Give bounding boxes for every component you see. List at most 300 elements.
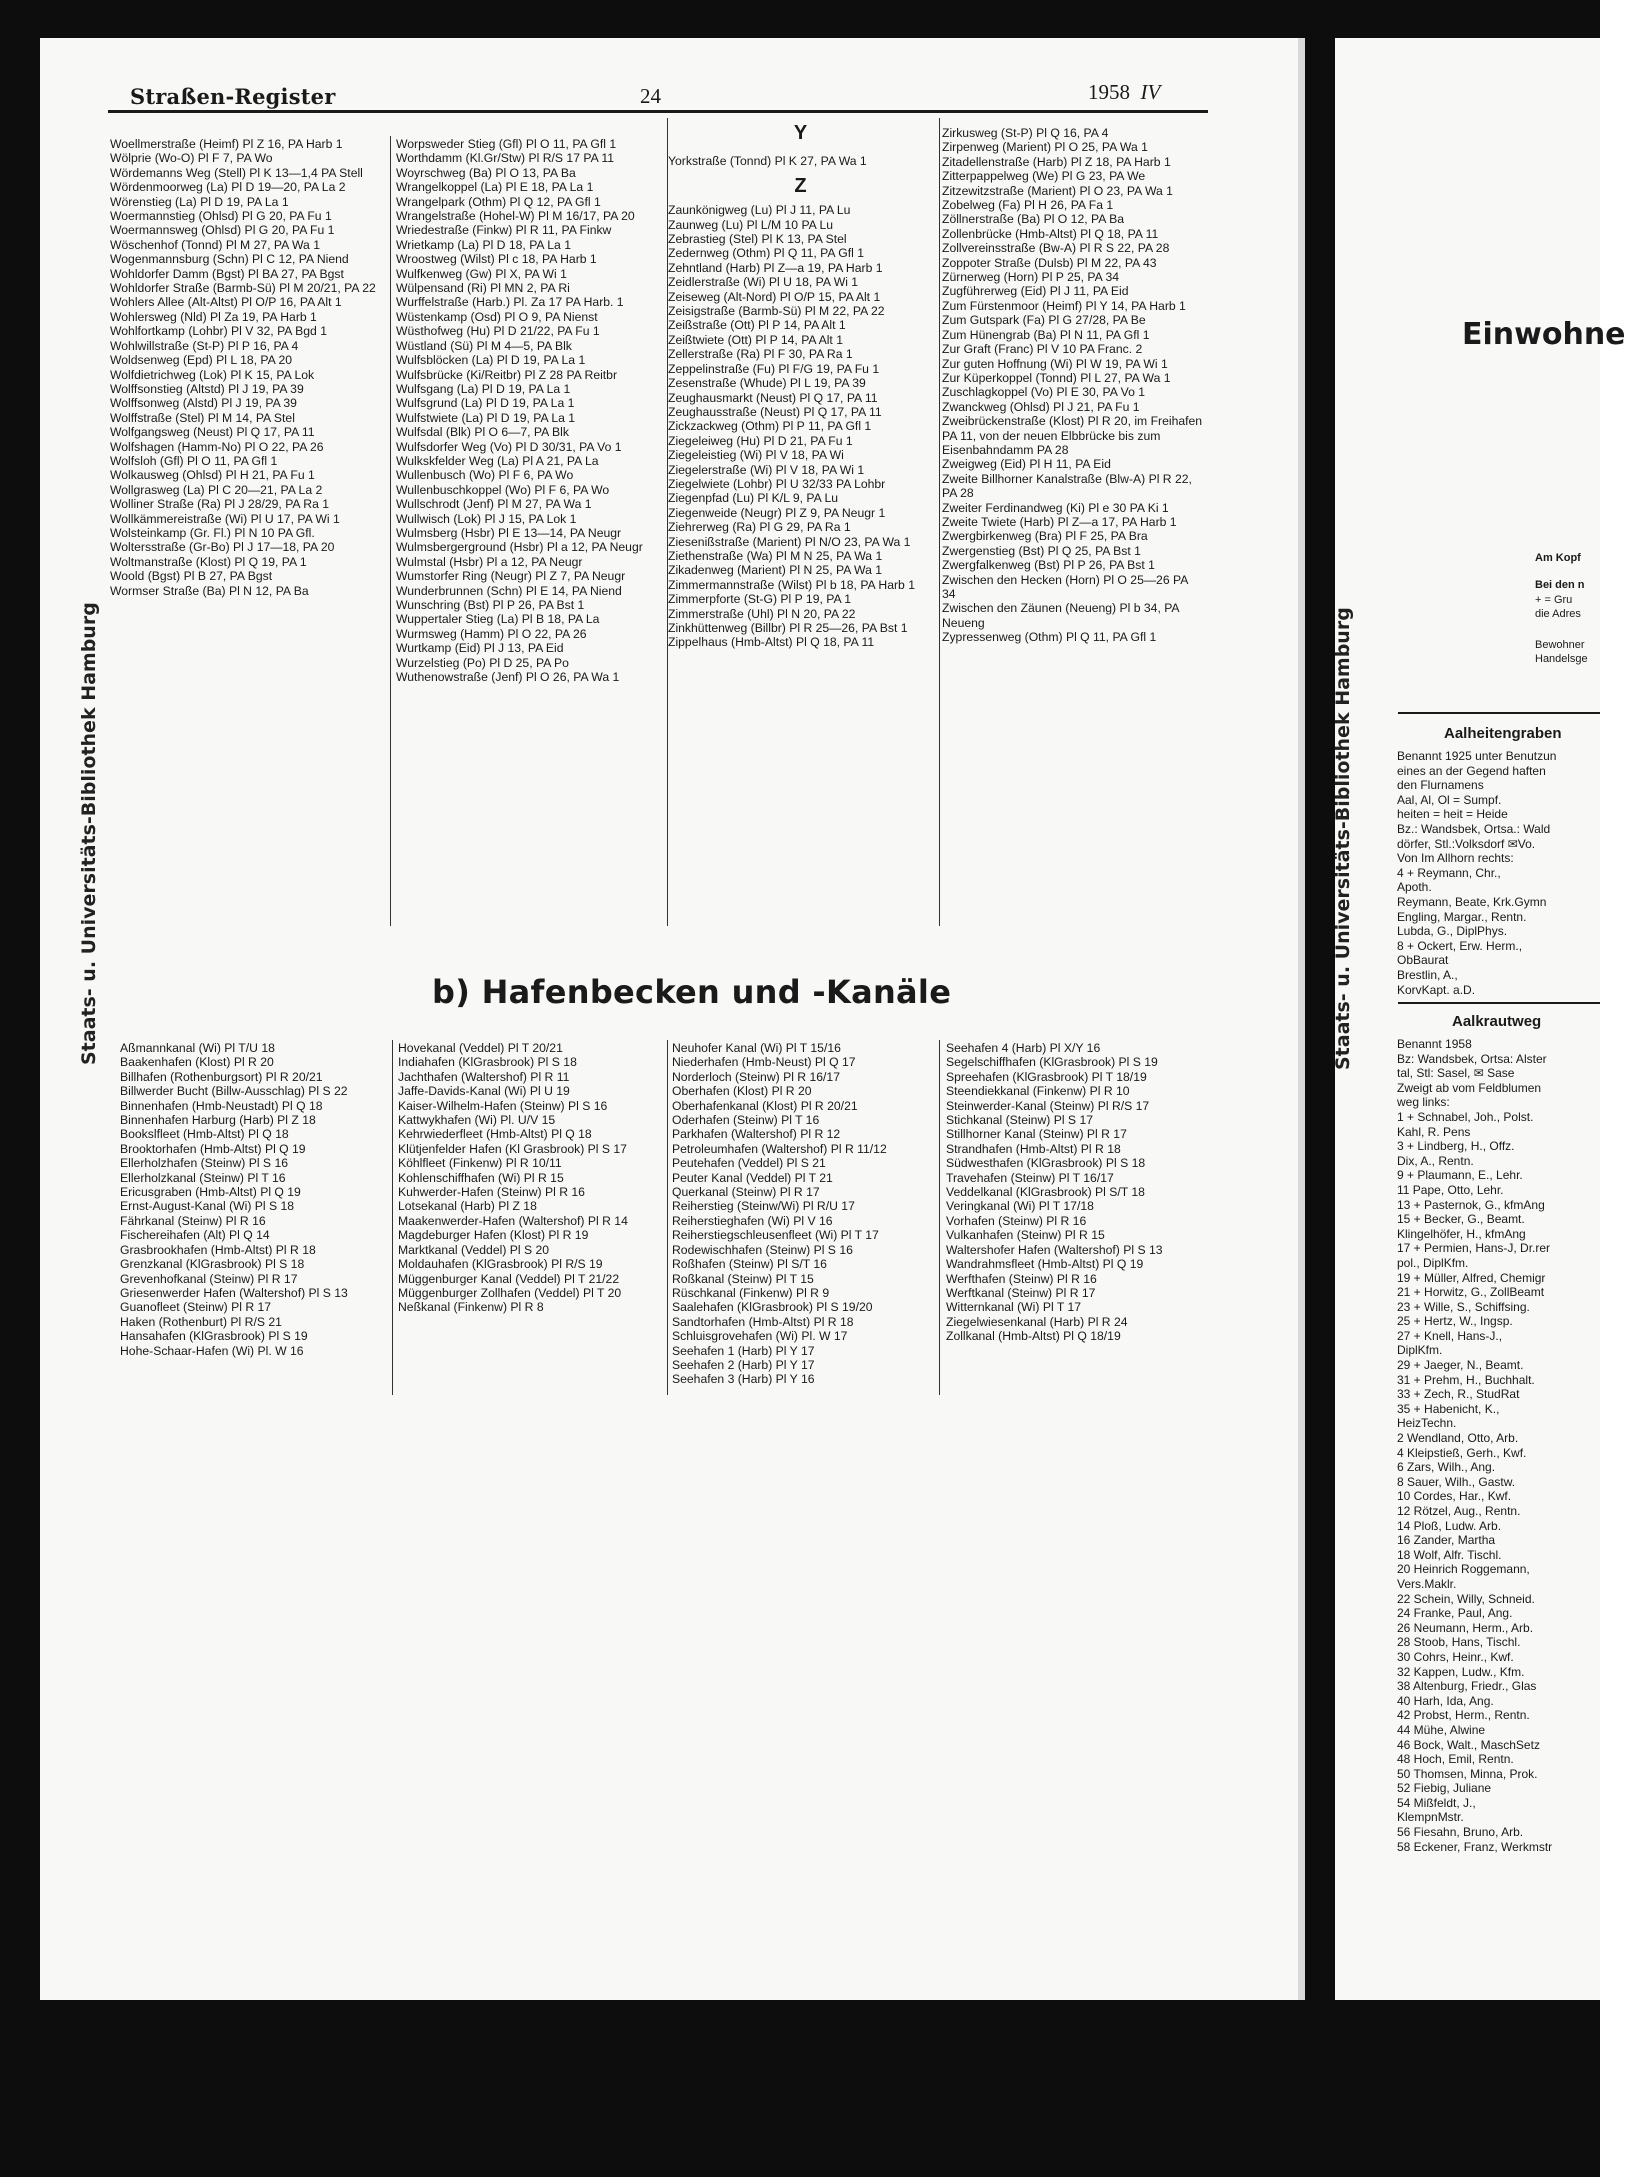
harbour-entry: Marktkanal (Veddel) Pl S 20	[398, 1242, 550, 1257]
street-entry: Woermannstieg (Ohlsd) Pl G 20, PA Fu 1	[110, 209, 332, 224]
street-entry: Wullwisch (Lok) Pl J 15, PA Lok 1	[396, 511, 577, 526]
street-entry: Ziegenpfad (Lu) Pl K/L 9, PA Lu	[668, 491, 839, 506]
street-entry: Woyrschweg (Ba) Pl O 13, PA Ba	[396, 165, 576, 180]
harbour-entry: Moldauhafen (KlGrasbrook) Pl R/S 19	[398, 1257, 603, 1272]
street-entry: Zur Graft (Franc) Pl V 10 PA Franc. 2	[942, 342, 1143, 357]
resident-line: 19 + Müller, Alfred, Chemigr	[1397, 1270, 1546, 1285]
harbour-column-4	[946, 1041, 1208, 1344]
street-entry: Wülpensand (Ri) Pl MN 2, PA Ri	[396, 281, 570, 296]
resident-line: den Flurnamens	[1397, 778, 1484, 793]
resident-line: eines an der Gegend haften	[1397, 763, 1546, 778]
street-entry: Zuschlagkoppel (Vo) Pl E 30, PA Vo 1	[942, 385, 1146, 400]
street-entry: Zitadellenstraße (Harb) Pl Z 18, PA Harb 1	[942, 154, 1171, 169]
resident-line: 18 Wolf, Alfr. Tischl.	[1397, 1547, 1502, 1562]
resident-line: 8 Sauer, Wilh., Gastw.	[1397, 1474, 1516, 1489]
harbour-entry: Wandrahmsfleet (Hmb-Altst) Pl Q 19	[946, 1257, 1144, 1272]
street-entries-aalkrautweg	[1397, 1037, 1552, 1854]
street-entry: Wullschrodt (Jenf) Pl M 27, PA Wa 1	[396, 497, 592, 512]
street-entry: Woldsenweg (Epd) Pl L 18, PA 20	[110, 353, 293, 368]
column-divider	[392, 1040, 393, 1395]
harbour-entry: Travehafen (Steinw) Pl T 16/17	[946, 1170, 1114, 1185]
harbour-entry: Reiherstieghafen (Wi) Pl V 16	[672, 1213, 833, 1228]
harbour-entry: Reiherstiegschleusenfleet (Wi) Pl T 17	[672, 1228, 879, 1243]
library-stamp: Staats- u. Universitäts-Bibliothek Hamburg	[78, 602, 100, 1065]
street-entry: Zeppelinstraße (Fu) Pl F/G 19, PA Fu 1	[668, 361, 880, 376]
harbour-entry: Roßhafen (Steinw) Pl S/T 16	[672, 1257, 827, 1272]
harbour-entry: Saalehafen (KlGrasbrook) Pl S 19/20	[672, 1300, 873, 1315]
harbour-entry: Vorhafen (Steinw) Pl R 16	[946, 1213, 1087, 1228]
harbour-column-2	[398, 1041, 660, 1315]
harbour-entry: Klütjenfelder Hafen (Kl Grasbrook) Pl S 17	[398, 1141, 627, 1156]
street-entry: Zypressenweg (Othm) Pl Q 11, PA Gfl 1	[942, 630, 1157, 645]
street-entry: Wolfsloh (Gfl) Pl O 11, PA Gfl 1	[110, 453, 278, 468]
street-entry: Wohldorfer Damm (Bgst) Pl BA 27, PA Bgst	[110, 266, 344, 281]
street-entry: Wulfsdorfer Weg (Vo) Pl D 30/31, PA Vo 1	[396, 439, 622, 454]
harbour-entry: Billhafen (Rothenburgsort) Pl R 20/21	[120, 1069, 323, 1084]
street-entry: Wulfsbrücke (Ki/Reitbr) Pl Z 28 PA Reitbr	[396, 367, 618, 382]
street-entry: Ziegenweide (Neugr) Pl Z 9, PA Neugr 1	[668, 505, 886, 520]
harbour-entry: Petroleumhafen (Waltershof) Pl R 11/12	[672, 1141, 887, 1156]
street-entry: Zaunweg (Lu) Pl L/M 10 PA Lu	[668, 217, 834, 232]
street-entry: Zwischen den Zäunen (Neueng) Pl b 34, PA Neueng	[942, 601, 1183, 630]
harbour-entry: Roßkanal (Steinw) Pl T 15	[672, 1271, 814, 1286]
harbour-entry: Grasbrookhafen (Hmb-Altst) Pl R 18	[120, 1242, 316, 1257]
street-entry: Wurffelstraße (Harb.) Pl. Za 17 PA Harb. 1	[396, 295, 624, 310]
street-entry: Wohldorfer Straße (Barmb-Sü) Pl M 20/21, PA 22	[110, 281, 376, 296]
scan-gutter	[1305, 0, 1335, 2000]
harbour-entry: Brooktorhafen (Hmb-Altst) Pl Q 19	[120, 1141, 306, 1156]
resident-line: Lubda, G., DiplPhys.	[1397, 924, 1508, 939]
harbour-entry: Rodewischhafen (Steinw) Pl S 16	[672, 1242, 853, 1257]
resident-line: 46 Bock, Walt., MaschSetz	[1397, 1737, 1540, 1752]
street-entry: Zoppoter Straße (Dulsb) Pl M 22, PA 43	[942, 255, 1157, 270]
resident-line: Bz: Wandsbek, Ortsa: Alster	[1397, 1051, 1547, 1066]
street-entry: Zeißstraße (Ott) Pl P 14, PA Alt 1	[668, 318, 846, 333]
column-divider	[939, 118, 940, 926]
street-entry: Wumstorfer Ring (Neugr) Pl Z 7, PA Neugr	[396, 569, 626, 584]
harbour-entry: Kehrwiederfleet (Hmb-Altst) Pl Q 18	[398, 1127, 592, 1142]
street-entry: Wunderbrunnen (Schn) Pl E 14, PA Niend	[396, 583, 622, 598]
street-entry: Zellerstraße (Ra) Pl F 30, PA Ra 1	[668, 347, 853, 362]
harbour-entry: Müggenburger Kanal (Veddel) Pl T 21/22	[398, 1271, 620, 1286]
harbour-entry: Parkhafen (Waltershof) Pl R 12	[672, 1127, 841, 1142]
harbour-entry: Spreehafen (KlGrasbrook) Pl T 18/19	[946, 1069, 1147, 1084]
street-entry: Zimmermannstraße (Wilst) Pl b 18, PA Harb 1	[668, 577, 915, 592]
harbour-entry: Ziegelwiesenkanal (Harb) Pl R 24	[946, 1314, 1128, 1329]
street-entry: Wogenmannsburg (Schn) Pl C 12, PA Niend	[110, 252, 349, 267]
harbour-entry: Grevenhofkanal (Steinw) Pl R 17	[120, 1271, 298, 1286]
resident-line: 30 Cohrs, Heinr., Kwf.	[1397, 1649, 1514, 1664]
street-entry: Zickzackweg (Othm) Pl P 11, PA Gfl 1	[668, 419, 872, 434]
resident-line: 13 + Pasternok, G., kfmAng	[1397, 1197, 1545, 1212]
street-entry: Zollenbrücke (Hmb-Altst) Pl Q 18, PA 11	[942, 226, 1159, 241]
resident-line: 27 + Knell, Hans-J.,	[1397, 1328, 1503, 1343]
street-entry: Zitterpappelweg (We) Pl G 23, PA We	[942, 169, 1146, 184]
resident-line: Reymann, Beate, Krk.Gymn	[1397, 894, 1547, 909]
street-entry: Wüsthofweg (Hu) Pl D 21/22, PA Fu 1	[396, 324, 600, 339]
harbour-entry: Oberhafen (Klost) Pl R 20	[672, 1084, 812, 1099]
resident-line: Engling, Margar., Rentn.	[1397, 909, 1527, 924]
harbour-entry: Veringkanal (Wi) Pl T 17/18	[946, 1199, 1094, 1214]
legend-line: + = Gru	[1535, 594, 1573, 606]
street-entry: Wuppertaler Stieg (La) Pl B 18, PA La	[396, 612, 600, 627]
harbour-entry: Peuter Kanal (Veddel) Pl T 21	[672, 1170, 833, 1185]
resident-line: 4 Kleipstieß, Gerh., Kwf.	[1397, 1445, 1527, 1460]
street-entry: Wurtkamp (Eid) Pl J 13, PA Eid	[396, 641, 564, 656]
harbour-entry: Steendiekkanal (Finkenw) Pl R 10	[946, 1084, 1130, 1099]
street-entry: Wohlers Allee (Alt-Altst) Pl O/P 16, PA Alt 1	[110, 295, 342, 310]
street-entry: Wöschenhof (Tonnd) Pl M 27, PA Wa 1	[110, 237, 320, 252]
street-entry: Zwergfalkenweg (Bst) Pl P 26, PA Bst 1	[942, 558, 1155, 573]
street-entry: Wurzelstieg (Po) Pl D 25, PA Po	[396, 655, 569, 670]
resident-line: 38 Altenburg, Friedr., Glas	[1397, 1679, 1537, 1694]
section-title: b) Hafenbecken und -Kanäle	[432, 973, 952, 1011]
street-entry: Zwischen den Hecken (Horn) Pl O 25—26 PA 34	[942, 572, 1192, 601]
harbour-entry: Werfthafen (Steinw) Pl R 16	[946, 1271, 1097, 1286]
street-entry: Ziegeleistieg (Wi) Pl V 18, PA Wi	[668, 448, 844, 463]
harbour-entry: Maakenwerder-Hafen (Waltershof) Pl R 14	[398, 1213, 628, 1228]
resident-line: 25 + Hertz, W., Ingsp.	[1397, 1314, 1513, 1329]
resident-line: 31 + Prehm, H., Buchhalt.	[1397, 1372, 1535, 1387]
harbour-entry: Kaiser-Wilhelm-Hafen (Steinw) Pl S 16	[398, 1098, 608, 1113]
resident-line: 26 Neumann, Herm., Arb.	[1397, 1620, 1534, 1635]
harbour-entry: Seehafen 4 (Harb) Pl X/Y 16	[946, 1041, 1101, 1055]
street-entry: Wriedestraße (Finkw) Pl R 11, PA Finkw	[396, 223, 612, 238]
street-entry: Zollvereinsstraße (Bw-A) Pl R S 22, PA 28	[942, 241, 1170, 256]
year-volume	[1088, 80, 1160, 105]
section-rule	[1398, 1002, 1600, 1004]
street-entry: Ziegeleiweg (Hu) Pl D 21, PA Fu 1	[668, 433, 853, 448]
harbour-entry: Indiahafen (KlGrasbrook) Pl S 18	[398, 1055, 577, 1070]
harbour-entry: Magdeburger Hafen (Klost) Pl R 19	[398, 1228, 589, 1243]
harbour-entry: Haken (Rothenburt) Pl R/S 21	[120, 1314, 282, 1329]
harbour-entry: Jachthafen (Waltershof) Pl R 11	[398, 1069, 570, 1084]
street-column-2	[396, 137, 661, 684]
street-entry: Wunschring (Bst) Pl P 26, PA Bst 1	[396, 598, 585, 612]
header-rule	[108, 110, 1208, 113]
street-entry: Zwergbirkenweg (Bra) Pl F 25, PA Bra	[942, 529, 1148, 544]
resident-line: HeizTechn.	[1397, 1416, 1457, 1431]
resident-line: Aal, Al, Ol = Sumpf.	[1397, 792, 1502, 807]
running-title: Straßen-Register	[130, 84, 336, 109]
street-entry: Worthdamm (Kl.Gr/Stw) Pl R/S 17 PA 11	[396, 151, 615, 166]
resident-line: Benannt 1925 unter Benutzun	[1397, 749, 1557, 763]
library-stamp-right: Staats- u. Universitäts-Bibliothek Hamburg	[1332, 607, 1354, 1070]
street-entry: Wuthenowstraße (Jenf) Pl O 26, PA Wa 1	[396, 670, 620, 685]
harbour-entry: Köhlfleet (Finkenw) Pl R 10/11	[398, 1156, 562, 1171]
harbour-column-3	[672, 1041, 932, 1387]
resident-line: dörfer, Stl.:Volksdorf ✉Vo.	[1397, 836, 1536, 851]
street-entry: Zeughausstraße (Neust) Pl Q 17, PA 11	[668, 404, 882, 419]
harbour-entry: Seehafen 1 (Harb) Pl Y 17	[672, 1343, 815, 1358]
street-entry: Zweite Twiete (Harb) Pl Z—a 17, PA Harb 1	[942, 514, 1177, 529]
resident-line: 11 Pape, Otto, Lehr.	[1397, 1182, 1504, 1197]
street-entry: Wullenbusch (Wo) Pl F 6, PA Wo	[396, 468, 574, 483]
resident-line: 21 + Horwitz, G., ZollBeamt	[1397, 1285, 1545, 1300]
harbour-entry: Bookslfleet (Hmb-Altst) Pl Q 18	[120, 1127, 289, 1142]
street-entry: Wulfsblöcken (La) Pl D 19, PA La 1	[396, 353, 586, 368]
street-entry: Wulfsdal (Blk) Pl O 6—7, PA Blk	[396, 425, 569, 440]
street-entry: Zeißtwiete (Ott) Pl P 14, PA Alt 1	[668, 332, 843, 347]
harbour-entry: Seehafen 3 (Harb) Pl Y 16	[672, 1372, 815, 1387]
street-entry: Wördenmoorweg (La) Pl D 19—20, PA La 2	[110, 180, 346, 195]
street-entry: Zwanckweg (Ohlsd) Pl J 21, PA Fu 1	[942, 399, 1140, 414]
street-entry: Yorkstraße (Tonnd) Pl K 27, PA Wa 1	[668, 154, 867, 169]
legend-line: Bei den n	[1535, 579, 1585, 591]
right-page-heading: Einwohne	[1462, 317, 1626, 352]
street-entry: Zürnerweg (Horn) Pl P 25, PA 34	[942, 270, 1120, 285]
harbour-entry: Reiherstieg (Steinw/Wi) Pl R/U 17	[672, 1199, 855, 1214]
harbour-entry: Hovekanal (Veddel) Pl T 20/21	[398, 1041, 563, 1055]
street-entry: Zimmerpforte (St-G) Pl P 19, PA 1	[668, 592, 852, 607]
street-entry: Wulfstwiete (La) Pl D 19, PA La 1	[396, 410, 576, 425]
resident-line: tal, Stl: Sasel, ✉ Sase	[1397, 1066, 1515, 1081]
street-entry: Zeughausmarkt (Neust) Pl Q 17, PA 11	[668, 390, 878, 405]
street-entry: Zeidlerstraße (Wi) Pl U 18, PA Wi 1	[668, 275, 859, 290]
street-entry: Zeiseweg (Alt-Nord) Pl O/P 15, PA Alt 1	[668, 289, 881, 304]
harbour-entry: Ellerholzkanal (Steinw) Pl T 16	[120, 1170, 286, 1185]
year: 1958	[1088, 80, 1130, 104]
resident-line: 20 Heinrich Roggemann,	[1397, 1562, 1530, 1577]
street-entry: Wroostweg (Wilst) Pl c 18, PA Harb 1	[396, 252, 597, 267]
letter-heading-y: Y	[793, 122, 808, 144]
street-entry: Wrietkamp (La) Pl D 18, PA La 1	[396, 237, 571, 252]
street-entry: Wolsteinkamp (Gr. Fl.) Pl N 10 PA Gfl.	[110, 525, 315, 540]
harbour-entry: Rüschkanal (Finkenw) Pl R 9	[672, 1285, 830, 1300]
street-entry: Wolffstraße (Stel) Pl M 14, PA Stel	[110, 410, 295, 425]
street-entry: Wördemanns Weg (Stell) Pl K 13—1,4 PA Stell	[110, 165, 363, 180]
harbour-entry: Niederhafen (Hmb-Neust) Pl Q 17	[672, 1055, 856, 1070]
harbour-entry: Zollkanal (Hmb-Altst) Pl Q 18/19	[946, 1329, 1121, 1344]
harbour-entry: Oderhafen (Steinw) Pl T 16	[672, 1113, 820, 1128]
resident-line: 2 Wendland, Otto, Arb.	[1397, 1431, 1519, 1446]
street-entry: Wullenbuschkoppel (Wo) Pl F 6, PA Wo	[396, 482, 610, 497]
street-entry: Zugführerweg (Eid) Pl J 11, PA Eid	[942, 284, 1129, 299]
harbour-entry: Segelschiffhafen (KlGrasbrook) Pl S 19	[946, 1055, 1158, 1070]
street-entry: Wulmsbergerground (Hsbr) Pl a 12, PA Neugr	[396, 540, 643, 555]
column-divider	[390, 136, 391, 926]
harbour-entry: Guanofleet (Steinw) Pl R 17	[120, 1300, 272, 1315]
resident-line: 3 + Lindberg, H., Offz.	[1397, 1139, 1515, 1154]
street-entry: Ziegelwiete (Lohbr) Pl U 32/33 PA Lohbr	[668, 476, 886, 491]
harbour-entry: Ernst-August-Kanal (Wi) Pl S 18	[120, 1199, 295, 1214]
resident-line: 42 Probst, Herm., Rentn.	[1397, 1708, 1530, 1723]
street-entry: Wolfshagen (Hamm-No) Pl O 22, PA 26	[110, 439, 324, 454]
street-entry: Zesenstraße (Whude) Pl L 19, PA 39	[668, 376, 866, 391]
street-entry: Ziehrerweg (Ra) Pl G 29, PA Ra 1	[668, 520, 851, 535]
street-entry: Zweite Billhorner Kanalstraße (Blw-A) Pl R 22, PA 28	[942, 471, 1196, 501]
harbour-entry: Kattwykhafen (Wi) Pl. U/V 15	[398, 1113, 556, 1128]
harbour-entry: Ericusgraben (Hmb-Altst) Pl Q 19	[120, 1185, 301, 1200]
street-entry: Zimmerstraße (Uhl) Pl N 20, PA 22	[668, 606, 856, 621]
street-column-4	[942, 126, 1204, 645]
resident-line: 8 + Ockert, Erw. Herm.,	[1397, 938, 1523, 953]
resident-line: Bz.: Wandsbek, Ortsa.: Wald	[1397, 821, 1551, 836]
street-entry: Zippelhaus (Hmb-Altst) Pl Q 18, PA 11	[668, 635, 875, 650]
harbour-entry: Vulkanhafen (Steinw) Pl R 15	[946, 1228, 1105, 1243]
resident-line: KorvKapt. a.D.	[1397, 982, 1476, 997]
legend-line: Am Kopf	[1535, 552, 1581, 564]
street-entry: Wulfkenweg (Gw) Pl X, PA Wi 1	[396, 266, 567, 281]
street-entry: Worpsweder Stieg (Gfl) Pl O 11, PA Gfl 1	[396, 137, 617, 151]
street-entry: Wölprie (Wo-O) Pl F 7, PA Wo	[110, 151, 273, 166]
resident-line: 24 Franke, Paul, Ang.	[1397, 1606, 1513, 1621]
street-entry: Wolfgangsweg (Neust) Pl Q 17, PA 11	[110, 425, 315, 440]
street-entry: Wormser Straße (Ba) Pl N 12, PA Ba	[110, 583, 309, 598]
scan-border-bottom	[0, 2000, 1600, 2177]
street-entry: Zirpenweg (Marient) Pl O 25, PA Wa 1	[942, 140, 1148, 155]
resident-line: 52 Fiebig, Juliane	[1397, 1781, 1492, 1796]
harbour-entry: Hohe-Schaar-Hafen (Wi) Pl. W 16	[120, 1343, 304, 1358]
street-entry: Wollkämmereistraße (Wi) Pl U 17, PA Wi 1	[110, 511, 340, 526]
harbour-entry: Jaffe-Davids-Kanal (Wi) Pl U 19	[398, 1084, 570, 1099]
harbour-entry: Binnenhafen (Hmb-Neustadt) Pl Q 18	[120, 1098, 323, 1113]
harbour-entry: Witternkanal (Wi) Pl T 17	[946, 1300, 1082, 1315]
harbour-entry: Griesenwerder Hafen (Waltershof) Pl S 13	[120, 1285, 348, 1300]
resident-line: 23 + Wille, S., Schiffsing.	[1397, 1299, 1530, 1314]
street-entry: Zedernweg (Othm) Pl Q 11, PA Gfl 1	[668, 246, 864, 261]
street-entry: Woellmerstraße (Heimf) Pl Z 16, PA Harb 1	[110, 137, 343, 151]
harbour-entry: Hansahafen (KlGrasbrook) Pl S 19	[120, 1329, 308, 1344]
harbour-entry: Fischereihafen (Alt) Pl Q 14	[120, 1228, 270, 1243]
street-entry: Wulkskfelder Weg (La) Pl A 21, PA La	[396, 453, 599, 468]
street-entry: Zum Hünengrab (Ba) Pl N 11, PA Gfl 1	[942, 327, 1150, 342]
resident-line: 48 Hoch, Emil, Rentn.	[1397, 1752, 1514, 1767]
harbour-entry: Neßkanal (Finkenw) Pl R 8	[398, 1300, 544, 1315]
street-entry: Wüstenkamp (Osd) Pl O 9, PA Nienst	[396, 309, 598, 324]
street-entry: Zum Gutspark (Fa) Pl G 27/28, PA Be	[942, 313, 1146, 328]
harbour-entry: Seehafen 2 (Harb) Pl Y 17	[672, 1357, 815, 1372]
harbour-entry: Lotsekanal (Harb) Pl Z 18	[398, 1199, 537, 1214]
street-entry: Zur Küperkoppel (Tonnd) Pl L 27, PA Wa 1	[942, 370, 1171, 385]
scan-border-left	[0, 0, 40, 2000]
street-entry: Wohlersweg (Nld) Pl Za 19, PA Harb 1	[110, 309, 317, 324]
street-entry: Woltersstraße (Gr-Bo) Pl J 17—18, PA 20	[110, 540, 335, 555]
street-entry: Zitzewitzstraße (Marient) Pl O 23, PA Wa 1	[942, 183, 1173, 198]
section-rule	[1398, 712, 1600, 714]
street-entry: Ziegelerstraße (Wi) Pl V 18, PA Wi 1	[668, 462, 865, 477]
column-divider	[667, 1040, 668, 1395]
resident-line: ObBaurat	[1397, 953, 1449, 968]
street-entry: Zum Fürstenmoor (Heimf) Pl Y 14, PA Harb 1	[942, 298, 1186, 313]
harbour-entry: Querkanal (Steinw) Pl R 17	[672, 1185, 820, 1200]
resident-line: DiplKfm.	[1397, 1343, 1443, 1358]
resident-line: 28 Stoob, Hans, Tischl.	[1397, 1635, 1521, 1650]
resident-line: 54 Mißfeldt, J.,	[1397, 1795, 1476, 1810]
legend-line: Bewohner	[1535, 639, 1585, 651]
street-heading-aalheitengraben: Aalheitengraben	[1444, 725, 1562, 742]
street-entry: Woltmanstraße (Klost) Pl Q 19, PA 1	[110, 554, 307, 569]
resident-line: 58 Eckener, Franz, Werkmstr	[1397, 1839, 1553, 1854]
page-number: 24	[640, 84, 661, 108]
resident-line: 12 Rötzel, Aug., Rentn.	[1397, 1504, 1521, 1518]
volume: IV	[1140, 80, 1161, 104]
resident-line: 56 Fiesahn, Bruno, Arb.	[1397, 1825, 1524, 1840]
harbour-entry: Binnenhafen Harburg (Harb) Pl Z 18	[120, 1113, 316, 1128]
street-entry: Wolkausweg (Ohlsd) Pl H 21, PA Fu 1	[110, 468, 315, 483]
harbour-entry: Neuhofer Kanal (Wi) Pl T 15/16	[672, 1041, 841, 1055]
harbour-entry: Baakenhafen (Klost) Pl R 20	[120, 1055, 274, 1070]
street-entries-aalheitengraben	[1397, 749, 1556, 997]
resident-line: 15 + Becker, G., Beamt.	[1397, 1212, 1525, 1227]
harbour-entry: Stillhorner Kanal (Steinw) Pl R 17	[946, 1127, 1127, 1142]
resident-line: pol., DiplKfm.	[1397, 1255, 1469, 1270]
harbour-entry: Sandtorhafen (Hmb-Altst) Pl R 18	[672, 1314, 854, 1329]
resident-line: 32 Kappen, Ludw., Kfm.	[1397, 1664, 1525, 1679]
street-entry: Zwergenstieg (Bst) Pl Q 25, PA Bst 1	[942, 543, 1141, 558]
street-entry: Woold (Bgst) Pl B 27, PA Bgst	[110, 569, 273, 584]
resident-line: Von Im Allhorn rechts:	[1397, 851, 1514, 866]
resident-line: weg links:	[1397, 1095, 1450, 1110]
resident-line: 33 + Zech, R., StudRat	[1397, 1387, 1520, 1402]
street-entry: Wollgrasweg (La) Pl C 20—21, PA La 2	[110, 482, 323, 497]
resident-line: Vers.Maklr.	[1397, 1576, 1457, 1591]
street-entry: Zehntland (Harb) Pl Z—a 19, PA Harb 1	[668, 260, 883, 275]
resident-line: 9 + Plaumann, E., Lehr.	[1397, 1168, 1523, 1183]
harbour-entry: Stichkanal (Steinw) Pl S 17	[946, 1113, 1093, 1128]
harbour-entry: Oberhafenkanal (Klost) Pl R 20/21	[672, 1098, 858, 1113]
harbour-entry: Waltershofer Hafen (Waltershof) Pl S 13	[946, 1242, 1163, 1257]
street-entry: Zinkhüttenweg (Billbr) Pl R 25—26, PA Bst 1	[668, 621, 908, 635]
resident-line: 14 Ploß, Ludw. Arb.	[1397, 1518, 1502, 1533]
street-entry: Zikadenweg (Marient) Pl N 25, PA Wa 1	[668, 563, 883, 578]
street-entry: Wulmsberg (Hsbr) Pl E 13—14, PA Neugr	[396, 525, 622, 540]
resident-line: heiten = heit = Heide	[1397, 807, 1508, 822]
street-entry: Zöllnerstraße (Ba) Pl O 12, PA Ba	[942, 212, 1124, 227]
harbour-entry: Peutehafen (Veddel) Pl S 21	[672, 1156, 826, 1171]
street-entry: Wörenstieg (La) Pl D 19, PA La 1	[110, 194, 289, 209]
street-entry: Ziethenstraße (Wa) Pl M N 25, PA Wa 1	[668, 548, 883, 563]
harbour-column-1	[120, 1041, 388, 1358]
street-entry: Wolfdietrichweg (Lok) Pl K 15, PA Lok	[110, 367, 315, 382]
street-column-1	[110, 137, 382, 598]
street-column-3	[668, 122, 933, 650]
street-entry: Zeisigstraße (Barmb-Sü) Pl M 22, PA 22	[668, 304, 885, 319]
street-entry: Wulfsgang (La) Pl D 19, PA La 1	[396, 381, 571, 396]
street-entry: Zweiter Ferdinandweg (Ki) Pl e 30 PA Ki 1	[942, 500, 1169, 515]
legend-line: die Adres	[1535, 608, 1581, 620]
resident-line: Kahl, R. Pens	[1397, 1124, 1471, 1139]
resident-line: 40 Harh, Ida, Ang.	[1397, 1693, 1494, 1708]
harbour-entry: Veddelkanal (KlGrasbrook) Pl S/T 18	[946, 1185, 1145, 1200]
page-edge-shadow	[1298, 38, 1305, 2000]
harbour-entry: Müggenburger Zollhafen (Veddel) Pl T 20	[398, 1285, 622, 1300]
resident-line: Brestlin, A.,	[1397, 967, 1458, 982]
street-entry: Wohlwillstraße (St-P) Pl P 16, PA 4	[110, 338, 299, 353]
street-entry: Wrangelpark (Othm) Pl Q 12, PA Gfl 1	[396, 194, 601, 209]
letter-heading-z: Z	[794, 174, 807, 197]
resident-line: 29 + Jaeger, N., Beamt.	[1397, 1358, 1524, 1373]
resident-line: Klingelhöfer, H., kfmAng	[1397, 1226, 1526, 1241]
street-entry: Zirkusweg (St-P) Pl Q 16, PA 4	[942, 126, 1109, 140]
harbour-entry: Schluisgrovehafen (Wi) Pl. W 17	[672, 1329, 848, 1344]
street-entry: Wolffsonweg (Alstd) Pl J 19, PA 39	[110, 396, 297, 411]
harbour-entry: Ellerholzhafen (Steinw) Pl S 16	[120, 1156, 289, 1171]
resident-line: 35 + Habenicht, K.,	[1397, 1401, 1500, 1416]
harbour-entry: Grenzkanal (KlGrasbrook) Pl S 18	[120, 1257, 305, 1272]
resident-line: 22 Schein, Willy, Schneid.	[1397, 1591, 1535, 1606]
resident-line: 50 Thomsen, Minna, Prok.	[1397, 1766, 1538, 1781]
street-entry: Ziesenißstraße (Marient) Pl N/O 23, PA Wa 1	[668, 534, 911, 549]
resident-line: 6 Zars, Wilh., Ang.	[1397, 1460, 1496, 1475]
street-entry: Zaunkönigweg (Lu) Pl J 11, PA Lu	[668, 203, 851, 218]
street-heading-aalkrautweg: Aalkrautweg	[1452, 1013, 1542, 1030]
resident-line: Dix, A., Rentn.	[1397, 1153, 1474, 1168]
column-divider	[939, 1040, 940, 1395]
harbour-entry: Norderloch (Steinw) Pl R 16/17	[672, 1069, 840, 1084]
street-entry: Wohlfortkamp (Lohbr) Pl V 32, PA Bgd 1	[110, 324, 327, 339]
resident-line: Benannt 1958	[1397, 1037, 1472, 1051]
